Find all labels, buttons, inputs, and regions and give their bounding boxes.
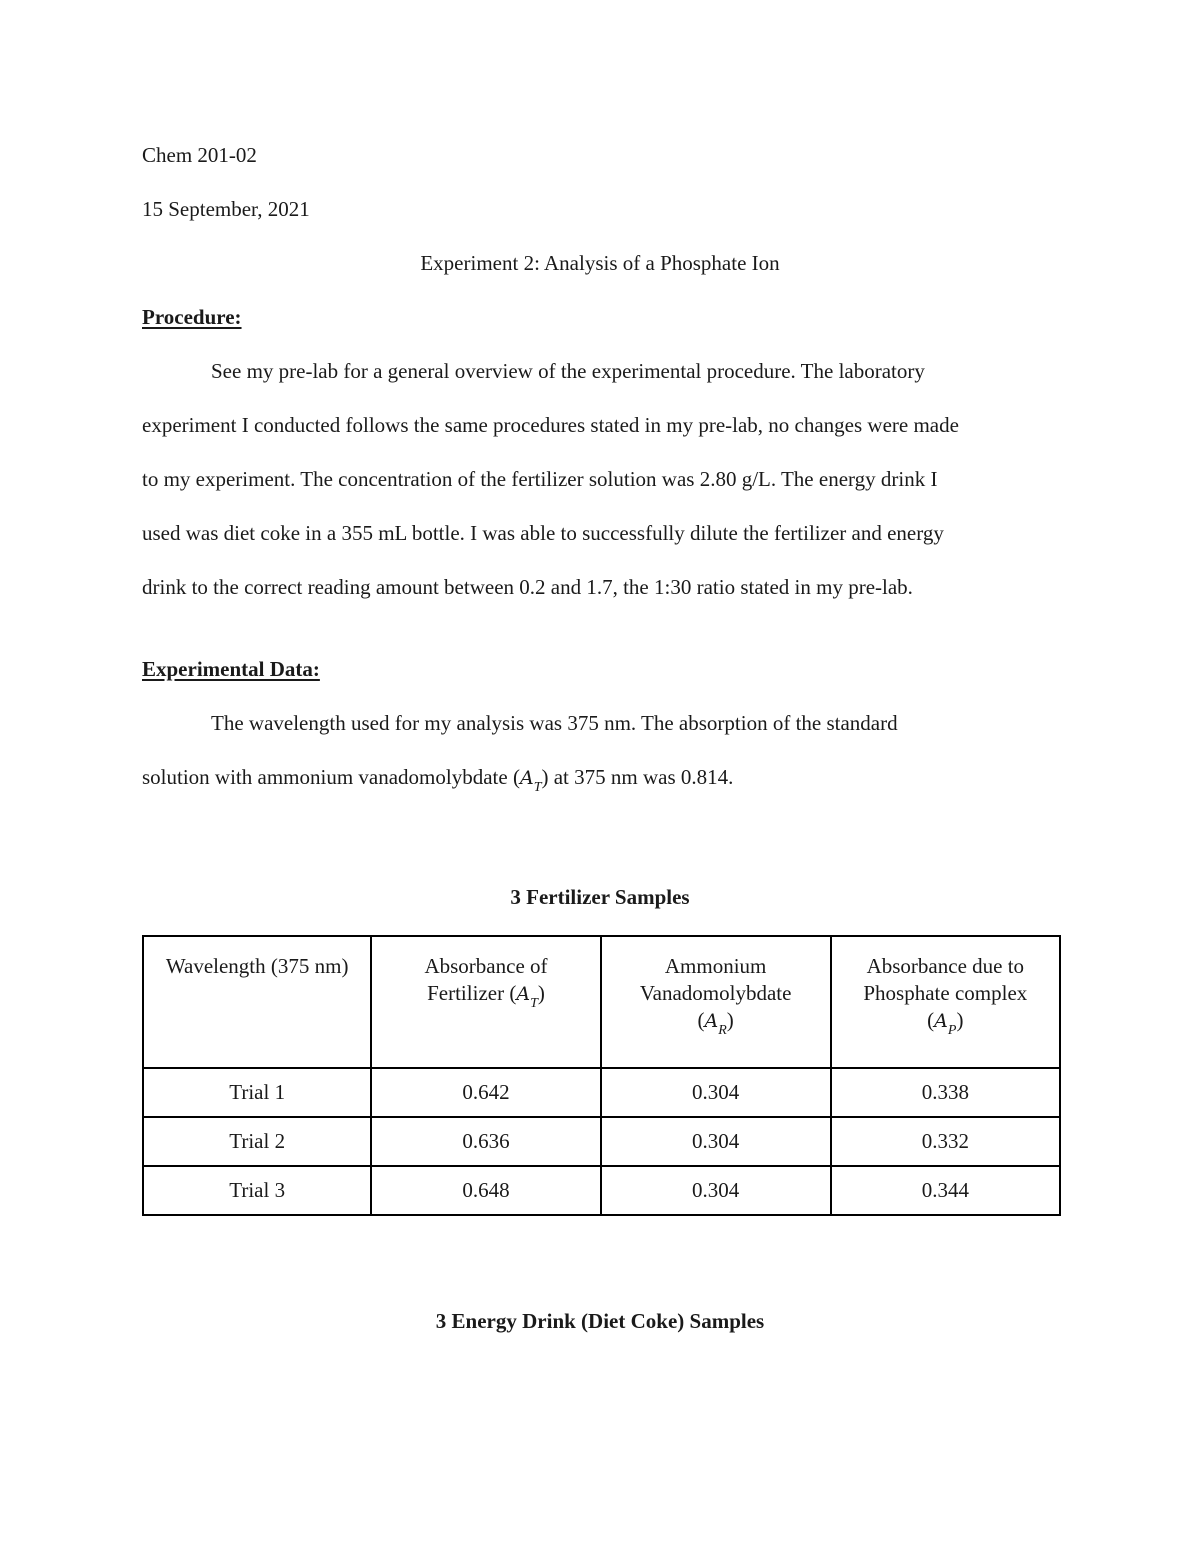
table-cell: 0.648 (371, 1166, 600, 1215)
header-ammonium-line2: Vanadomolybdate (639, 981, 792, 1005)
absorbance-variable: A (519, 767, 534, 789)
document-title: Experiment 2: Analysis of a Phosphate Ion (420, 251, 780, 275)
header-absorbance-fertilizer-line2 (372, 980, 599, 1010)
header-subscript: P (947, 1023, 957, 1038)
header-ammonium-line3 (602, 1007, 830, 1037)
table-row (143, 1117, 1060, 1166)
header-absorbance-fertilizer-line1: Absorbance of (424, 954, 548, 978)
header-text: Fertilizer ( (427, 981, 517, 1005)
table-cell: 0.304 (601, 1117, 831, 1166)
date-label: 15 September, 2021 (142, 197, 310, 221)
procedure-line-5: drink to the correct reading amount between 0.2 and 1.7, the 1:30 ratio stated in my pre-lab. (142, 575, 913, 599)
table-cell: Trial 1 (143, 1068, 371, 1117)
procedure-line-2: experiment I conducted follows the same procedures stated in my pre-lab, no changes were made (142, 413, 959, 437)
table-row (143, 1068, 1060, 1117)
fertilizer-table (142, 935, 1061, 1216)
header-close: ) (537, 981, 545, 1005)
experimental-line-1: The wavelength used for my analysis was 375 nm. The absorption of the standard (211, 711, 898, 735)
header-ammonium-vanadomolybdate (601, 936, 831, 1068)
experimental-line-2-text: solution with ammonium vanadomolybdate ( (142, 765, 520, 789)
header-phosphate-line1: Absorbance due to (866, 954, 1025, 978)
table-cell: 0.642 (371, 1068, 600, 1117)
header-variable: A (934, 1010, 948, 1032)
fertilizer-table-title: 3 Fertilizer Samples (510, 885, 690, 909)
table-cell: 0.344 (831, 1166, 1060, 1215)
header-phosphate-line2: Phosphate complex (863, 981, 1028, 1005)
header-open: ( (697, 1008, 705, 1032)
header-wavelength-text: Wavelength (375 nm) (165, 954, 349, 978)
header-close: ) (956, 1008, 964, 1032)
procedure-line-3: to my experiment. The concentration of the fertilizer solution was 2.80 g/L. The energy drink I (142, 467, 938, 491)
table-header-row (143, 936, 1060, 1068)
table-cell: 0.636 (371, 1117, 600, 1166)
table-cell: Trial 2 (143, 1117, 371, 1166)
table-row (143, 1166, 1060, 1215)
header-open: ( (927, 1008, 935, 1032)
course-label: Chem 201-02 (142, 143, 257, 167)
experimental-line-2-end: ) at 375 nm was 0.814. (541, 765, 734, 789)
procedure-line-1: See my pre-lab for a general overview of the experimental procedure. The laboratory (211, 359, 925, 383)
table-cell: 0.332 (831, 1117, 1060, 1166)
header-close: ) (726, 1008, 734, 1032)
header-subscript: R (718, 1023, 727, 1038)
table-cell: 0.304 (601, 1166, 831, 1215)
absorbance-subscript: T (533, 780, 542, 795)
energy-drink-table-title: 3 Energy Drink (Diet Coke) Samples (435, 1309, 765, 1333)
experimental-data-heading: Experimental Data: (142, 657, 320, 681)
procedure-line-4: used was diet coke in a 355 mL bottle. I was able to successfully dilute the fertilizer and energy (142, 521, 944, 545)
header-ammonium-line1: Ammonium (664, 954, 767, 978)
experimental-line-2 (142, 765, 734, 795)
table-cell: 0.338 (831, 1068, 1060, 1117)
header-variable: A (704, 1010, 719, 1032)
header-wavelength (143, 936, 371, 1068)
header-variable: A (516, 983, 531, 1005)
header-phosphate-line3 (832, 1007, 1059, 1037)
header-absorbance-phosphate (831, 936, 1060, 1068)
procedure-heading: Procedure: (142, 305, 242, 329)
header-subscript: T (530, 996, 538, 1011)
table-cell: 0.304 (601, 1068, 831, 1117)
table-cell: Trial 3 (143, 1166, 371, 1215)
header-absorbance-fertilizer (371, 936, 600, 1068)
